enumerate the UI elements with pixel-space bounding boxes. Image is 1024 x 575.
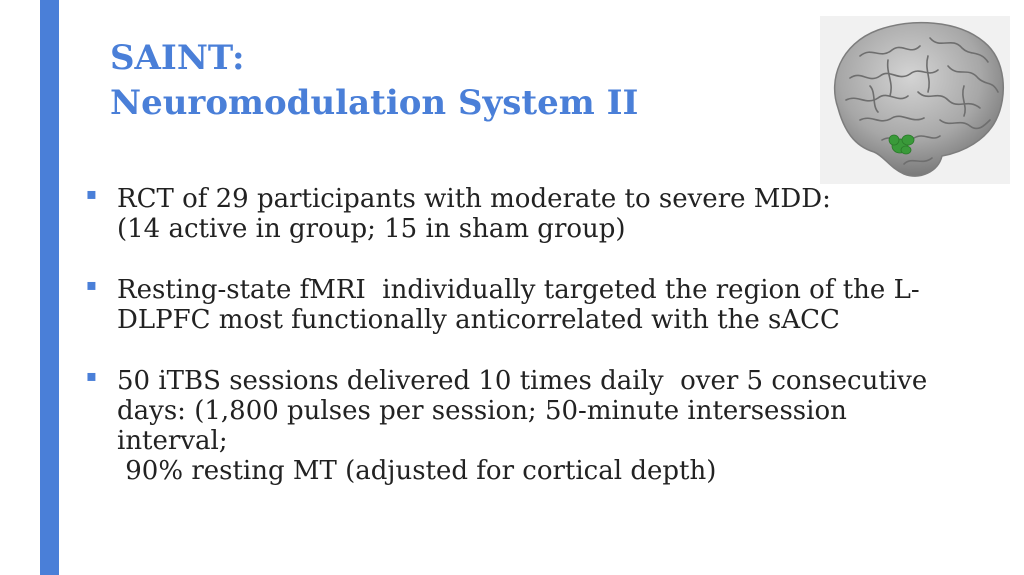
- bullet-text-line: RCT of 29 participants with moderate to severe MDD:: [117, 184, 831, 214]
- title-line-1: SAINT:: [110, 38, 245, 78]
- bullet-list: [86, 184, 966, 517]
- bullet-item: [86, 275, 966, 335]
- bullet-text-line: (14 active in group; 15 in sham group): [117, 214, 626, 244]
- bullet-text-line: 90% resting MT (adjusted for cortical depth): [117, 456, 717, 486]
- bullet-text-line: days: (1,800 pulses per session; 50-minute intersession: [117, 396, 847, 426]
- bullet-text-line: DLPFC most functionally anticorrelated with the sACC: [117, 305, 840, 335]
- bullet-text-line: Resting-state fMRI individually targeted the region of the L-: [117, 275, 920, 305]
- bullet-item: [86, 184, 966, 244]
- bullet-text-line: interval;: [117, 426, 228, 456]
- square-bullet-icon: ▪: [86, 275, 97, 294]
- slide-title: [110, 36, 638, 126]
- title-line-2: Neuromodulation System II: [110, 83, 639, 123]
- bullet-item: [86, 366, 966, 486]
- accent-bar: [40, 0, 59, 575]
- square-bullet-icon: ▪: [86, 366, 97, 385]
- square-bullet-icon: ▪: [86, 184, 97, 203]
- brain-image: [820, 16, 1010, 184]
- bullet-text-line: 50 iTBS sessions delivered 10 times daily over 5 consecutive: [117, 366, 928, 396]
- brain-illustration: [820, 16, 1010, 184]
